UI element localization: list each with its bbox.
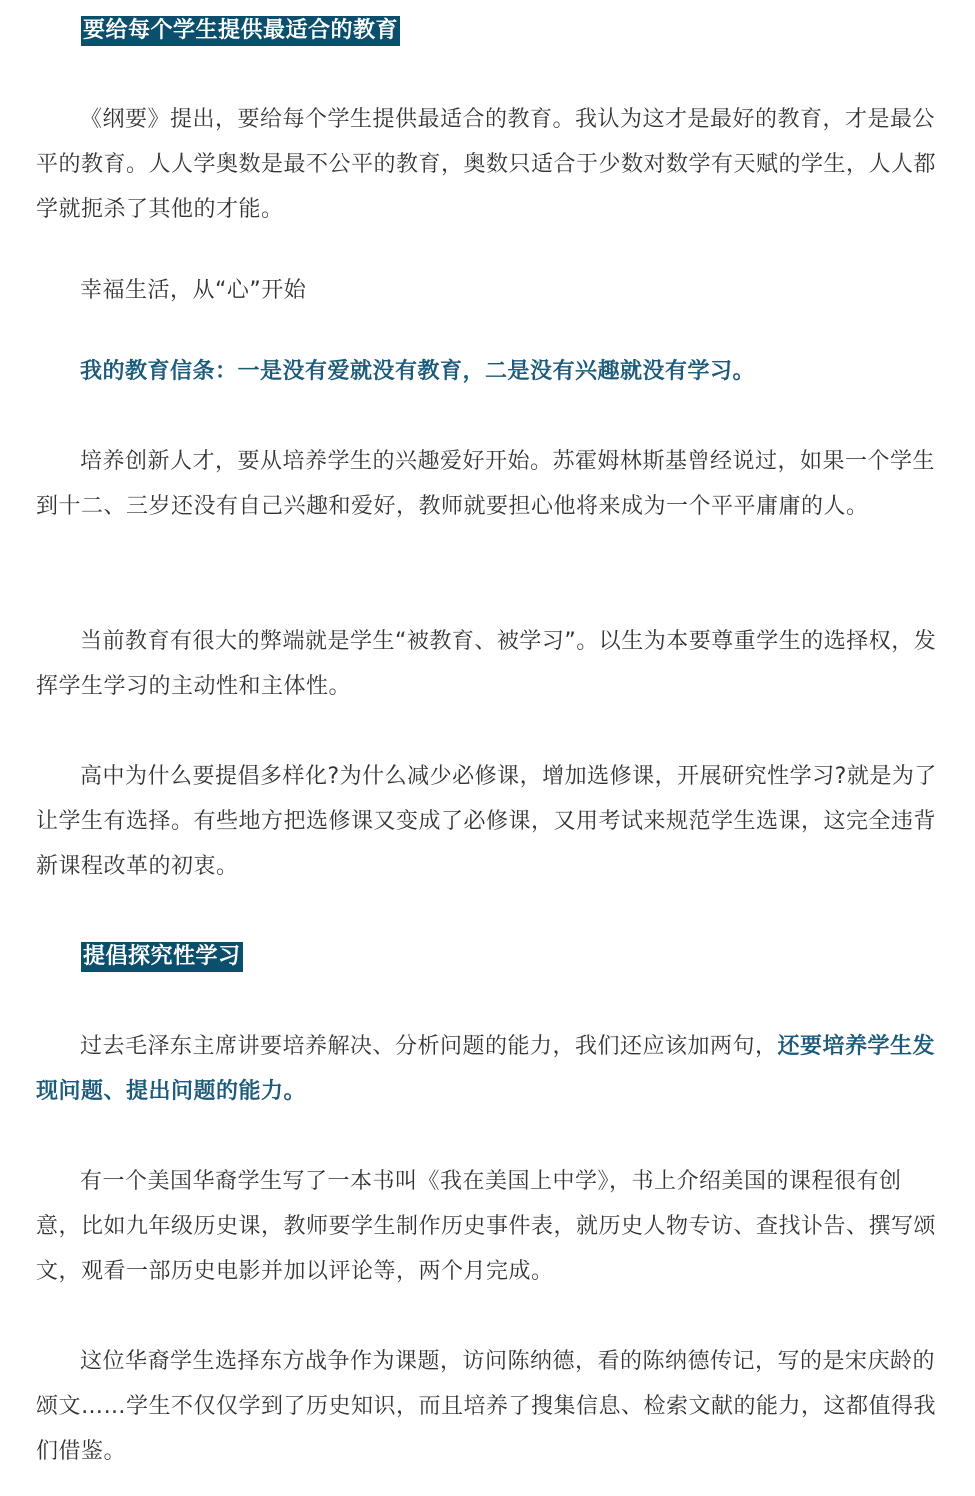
problem-solving-emphasis: 还要培养学生发现问题、提出问题的能力。	[36, 1034, 936, 1104]
paragraph-education-drawbacks: 当前教育有很大的弊端就是学生“被教育、被学习”。以生为本要尊重学生的选择权，发挥学生学习的主动性和主体性。	[36, 629, 937, 699]
paragraph-outline: 《纲要》提出，要给每个学生提供最适合的教育。我认为这才是最好的教育，才是最公平的教育。人人学奥数是最不公平的教育，奥数只适合于少数对数学有天赋的学生，人人都学就扼杀了其他的才能。	[36, 107, 937, 222]
section-heading-best-education: 要给每个学生提供最适合的教育	[81, 16, 400, 46]
paragraph-education-creed	[36, 349, 940, 394]
paragraph-high-school-diversity: 高中为什么要提倡多样化?为什么减少必修课，增加选修课，开展研究性学习?就是为了让学生有选择。有些地方把选修课又变成了必修课，又用考试来规范学生选课，这完全违背新课程改革的初衷。	[36, 764, 937, 879]
problem-solving-text: 过去毛泽东主席讲要培养解决、分析问题的能力，我们还应该加两句，	[80, 1034, 778, 1059]
education-creed-text: 我的教育信条：一是没有爱就没有教育，二是没有兴趣就没有学习。	[80, 359, 756, 384]
paragraph-us-high-school-book: 有一个美国华裔学生写了一本书叫《我在美国上中学》，书上介绍美国的课程很有创意，比如九年级历史课，教师要学生制作历史事件表，就历史人物专访、查找讣告、撰写颂文，观看一部历史电影并加以评论等，两个月完成。	[36, 1169, 937, 1284]
paragraph-innovation-talent: 培养创新人才，要从培养学生的兴趣爱好开始。苏霍姆林斯基曾经说过，如果一个学生到十二、三岁还没有自己兴趣和爱好，教师就要担心他将来成为一个平平庸庸的人。	[36, 449, 936, 519]
paragraph-chennault-project: 这位华裔学生选择东方战争作为课题，访问陈纳德，看的陈纳德传记，写的是宋庆龄的颂文……学生不仅仅学到了历史知识，而且培养了搜集信息、检索文献的能力，这都值得我们借鉴。	[36, 1349, 937, 1464]
paragraph-happy-life: 幸福生活，从“心”开始	[80, 278, 307, 303]
paragraph-problem-solving	[36, 1024, 940, 1114]
section-heading-inquiry-learning: 提倡探究性学习	[81, 942, 243, 972]
